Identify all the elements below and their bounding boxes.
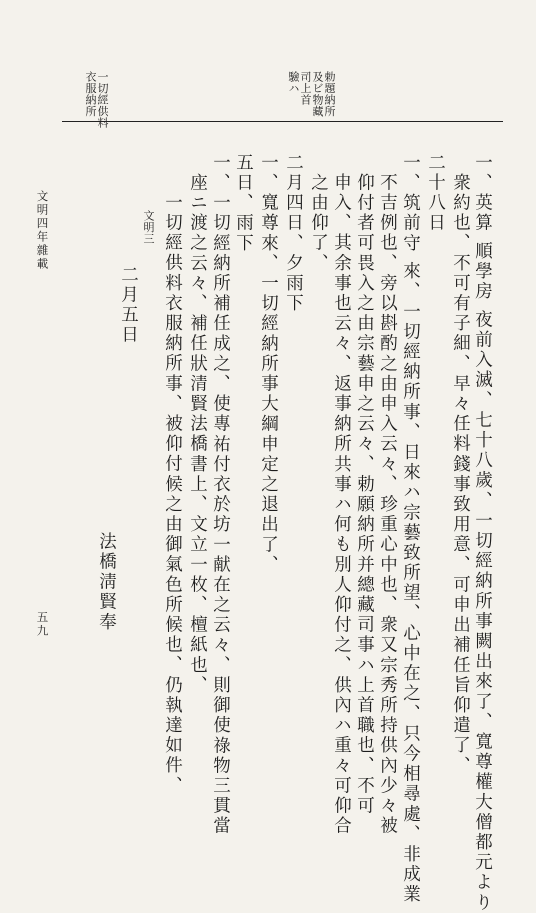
body-line-9: 二月四日、夕雨下	[283, 153, 304, 314]
header-left-line-1: 一切經供料	[96, 71, 109, 129]
body-line-6: 仰付者可畏入之由宗藝申之云々、勅願納所并總藏司事ハ上首職也、不可	[354, 173, 375, 817]
header-left-line-2: 衣服納所	[84, 71, 97, 117]
body-line-15-date-era: 文明三	[142, 210, 155, 245]
header-right-line-1: 勅題納所	[323, 71, 336, 117]
body-line-7: 申入、其余事也云々、返事納所共事ハ何も別人仰付之、供內ハ重々可仰合	[331, 173, 352, 837]
page-number: 五九	[35, 611, 50, 638]
body-line-2: 衆約也、不可有子細、早々任料錢事致用意、可申出補任旨仰遣了、	[450, 173, 471, 776]
header-right-line-3: 司上首	[299, 71, 312, 106]
header-right-line-2: 及ビ物藏	[311, 71, 324, 117]
side-title: 文明四年雜載	[35, 190, 50, 271]
body-line-10: 一、寬尊來、一切經納所事大綱申定之退出了、	[258, 153, 279, 576]
header-right-line-4: 驗ハ	[287, 71, 300, 94]
body-line-12: 一、一切經納所補任成之、使專祐付衣於坊一献在之云々、則御使祿物三貫當	[210, 153, 231, 837]
header-rule	[62, 121, 503, 122]
body-line-14: 一切經供料衣服納所事、被仰付候之由御氣色所候也、仍執達如件、	[162, 193, 183, 796]
body-line-16-date: 二月五日	[118, 265, 139, 346]
body-line-8: 之由仰了、	[308, 173, 329, 274]
body-line-4: 一、筑前守 來、一切經納所事、日來ハ宗藝致所望、心中在之、只今相尋處、非成業	[400, 153, 421, 905]
body-line-5: 不吉例也、旁以斟酌之由申入云々、珍重心中也、衆又宗秀所持供內少々被	[377, 173, 398, 837]
body-line-11: 五日、雨下	[233, 153, 254, 254]
body-line-17-signature: 法橋淸賢奉	[96, 532, 117, 633]
body-line-3: 二十八日	[425, 153, 446, 234]
body-line-1: 一、英算 順學房 夜前入滅、七十八歲、一切經納所事闕出來了、寬尊權大僧都元より	[472, 153, 493, 913]
body-line-13: 座ニ渡之云々、補任狀清賢法橋書上、文立一枚、檀紙也、	[187, 173, 208, 696]
